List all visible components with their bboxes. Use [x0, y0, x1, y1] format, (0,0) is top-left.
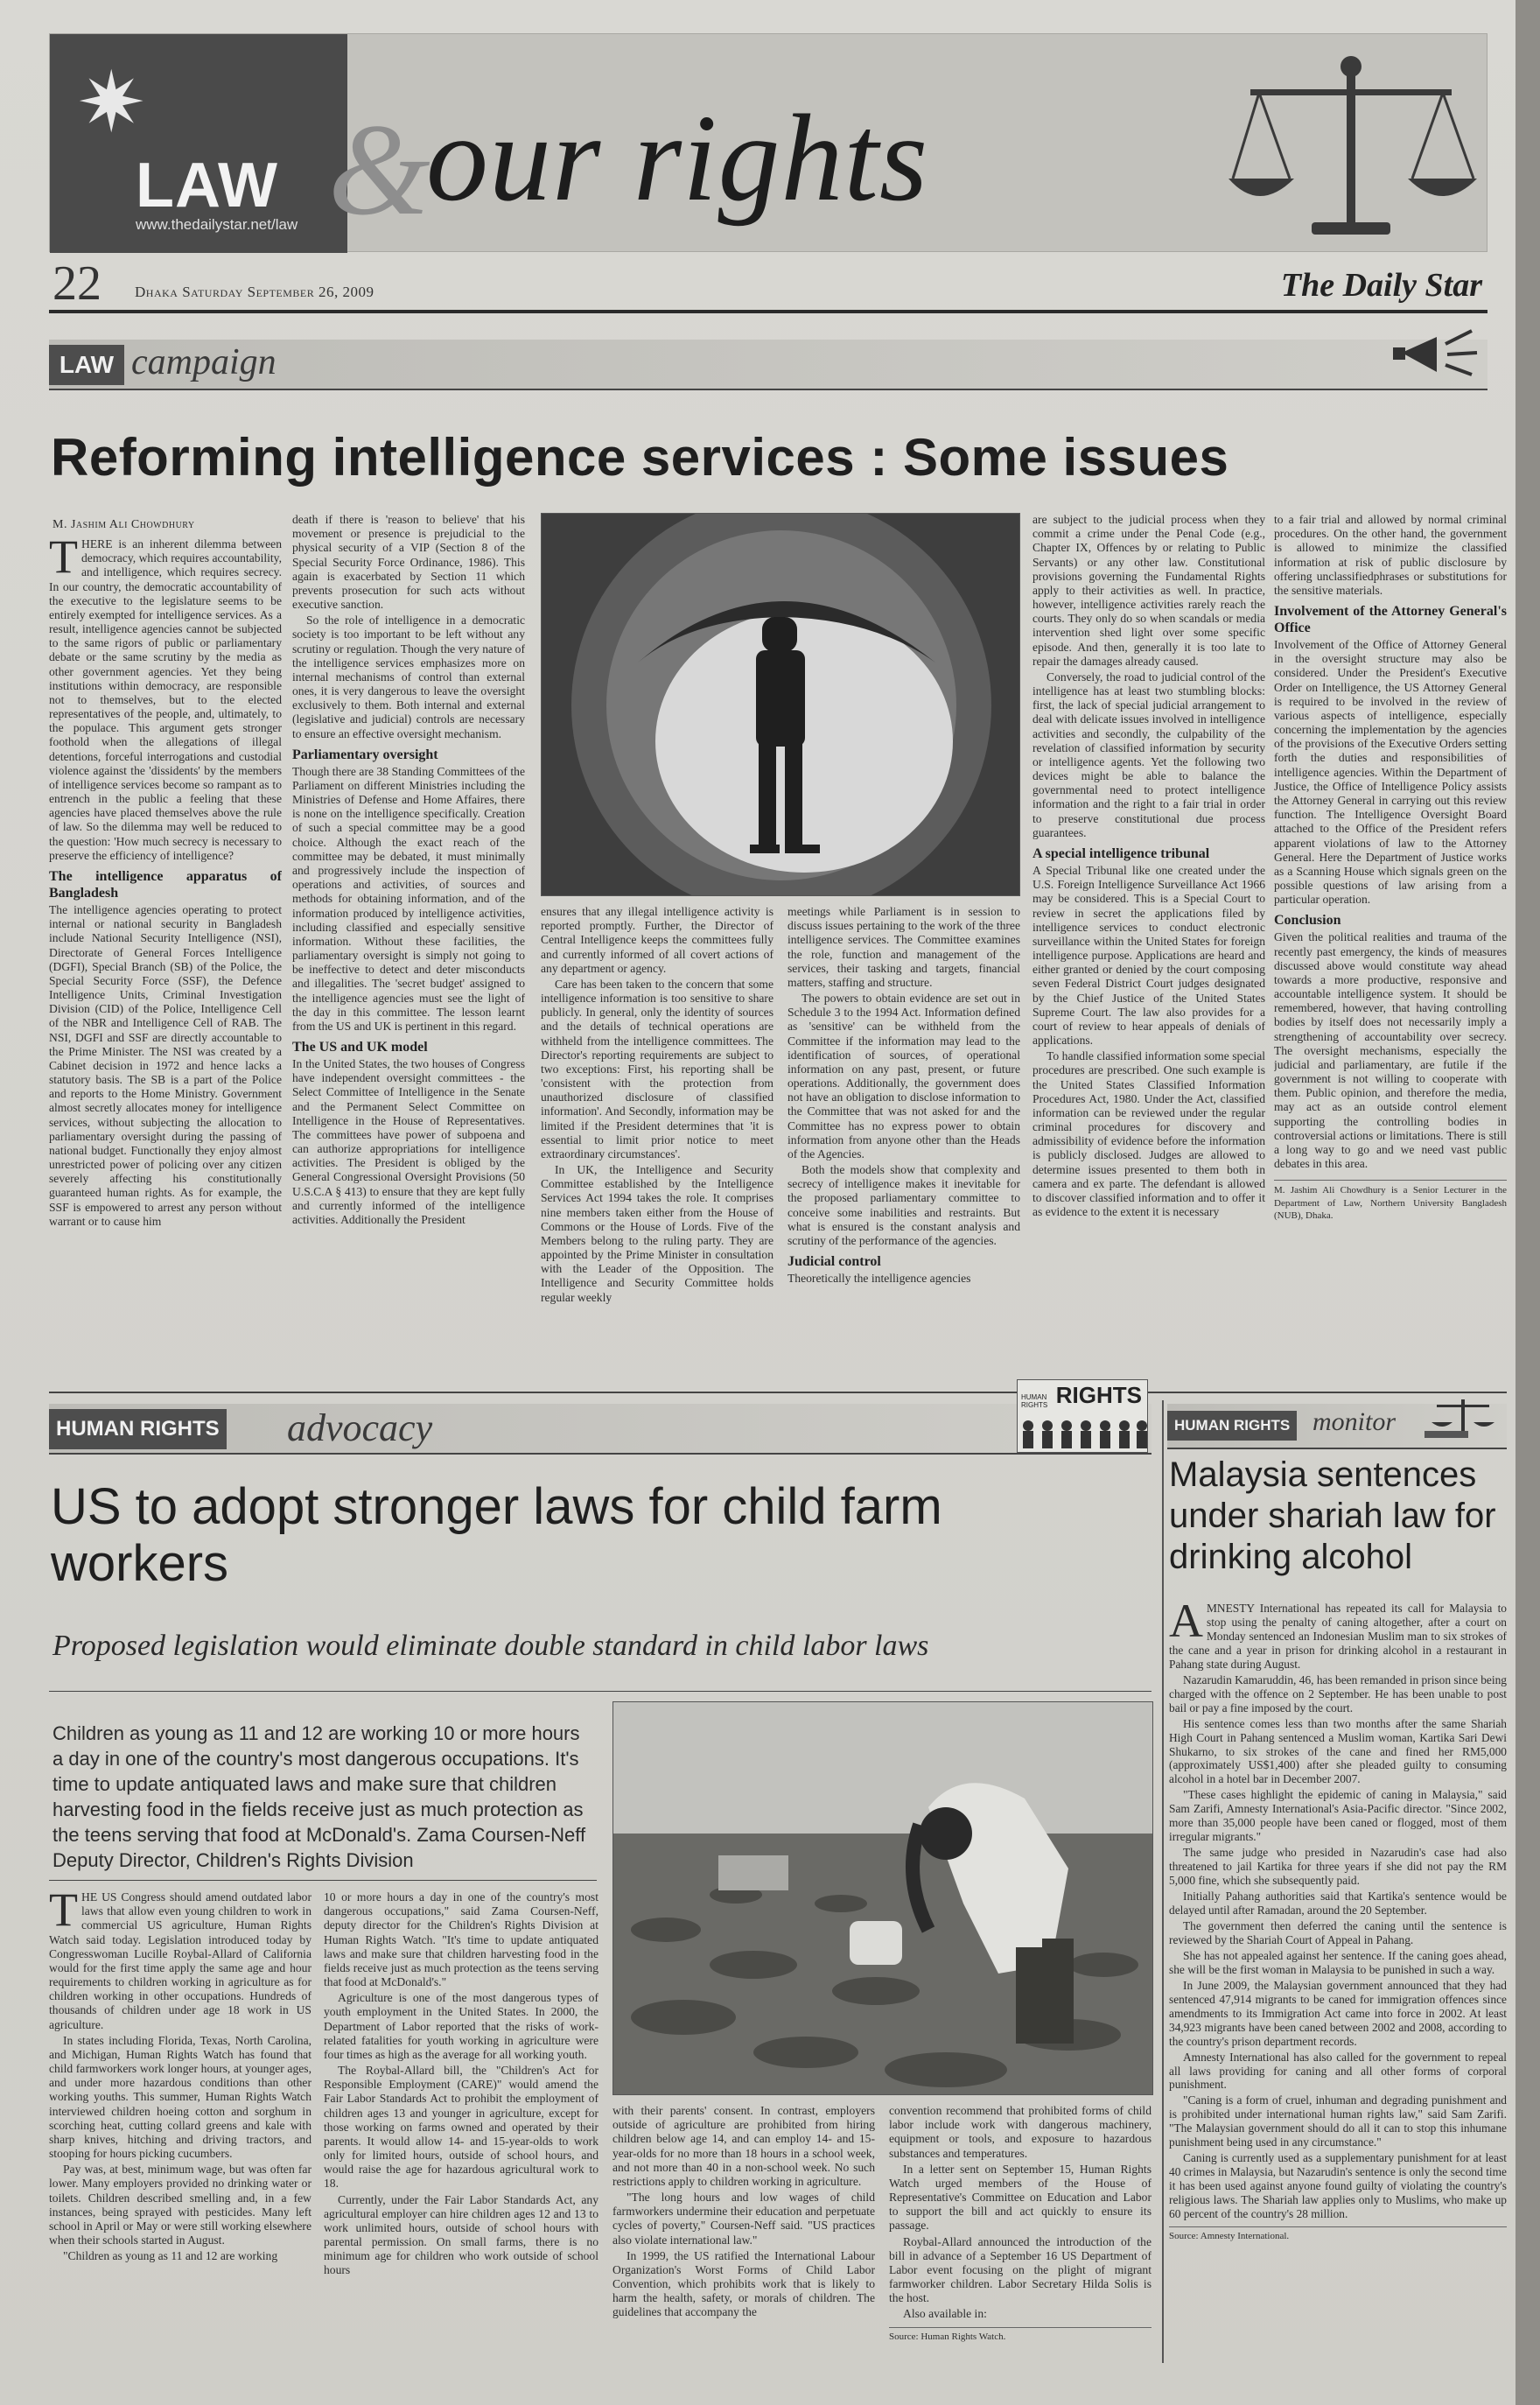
megaphone-icon — [1384, 322, 1480, 383]
article-paragraph: The Roybal-Allard bill, the "Children's Act for Responsible Employment (CARE)" would amend the Fair Labor Standards Act to prohibit the employment of children ages 13 and younger in agriculture, except for those working on farms owned and operated by their parents. It would allow 14- and 15-year-olds to work only for limited hours, outside of school hours, and would raise the age for hazardous agricultural work to 18. — [324, 2064, 598, 2191]
campaign-column-1 — [49, 537, 282, 1383]
article-paragraph: death if there is 'reason to believe' that his movement or presence is prejudicial to the physical security of a VIP (Section 8 of the Special Security Force Ordinance, 1986). This again is exacerbated by Section 11 which prevents prosecution for such acts without executive sanction. — [292, 513, 525, 612]
article-paragraph: Theoretically the intelligence agencies — [788, 1272, 971, 1286]
subheading: Conclusion — [1274, 913, 1341, 929]
source-credit: Source: Human Rights Watch. — [889, 2327, 1152, 2343]
human-rights-tag: HUMAN RIGHTS — [49, 1409, 227, 1449]
article-paragraph: Nazarudin Kamaruddin, 46, has been remanded in prison since being charged with the offence on 2 September. He has been unable to post bail or pay a fine imposed by the court. — [1169, 1672, 1507, 1714]
advocacy-column-3 — [612, 2104, 875, 2363]
subheading: Parliamentary oversight — [292, 747, 438, 762]
monitor-tag: monitor — [1312, 1407, 1396, 1436]
article-paragraph: A Special Tribunal like one created under the U.S. Foreign Intelligence Surveillance Act 1966 may be considered. This is a Special Court to review in secret the applications filed by intelligence services to conduct electronic surveillance within the United States for foreign intelligence purpose. Applications are heard and either granted or denied by the court composing seven Federal District Court judges designated by the Chief Justice of the United States Supreme Court. The law also provides for a court of review to hear appeals of denials of applications. — [1032, 863, 1265, 1048]
article-paragraph: meetings while Parliament is in session to discuss issues pertaining to the work of the three intelligence services. The Committee examines the role, function and management of the services, their tasking and targets, financial matters, staffing and structure. — [788, 905, 1020, 989]
subheading: A special intelligence tribunal — [1032, 845, 1210, 861]
article-paragraph: to a fair trial and allowed by normal criminal procedures. On the other hand, the government is allowed to minimize the classified information at risk of public disclosure by offering unclassifiedphrases or substitutions for the sensitive materials. — [1274, 513, 1507, 597]
campaign-byline: M. Jashim Ali Chowdhury — [52, 518, 195, 531]
masthead — [49, 33, 1488, 252]
monitor-headline: Malaysia sentences under shariah law for drinking alcohol — [1169, 1455, 1496, 1577]
article-paragraph: HE US Congress should amend outdated labor laws that allow even young children to work in commercial US agriculture, Human Rights Watch said today. Legislation introduced today by Congresswoman Lucille Roybal-Allard of California would for the first time apply the same age and hour requirements to children working in agriculture as for children working in other occupations. Hundreds of thousands of children under age 18 work in US agriculture. — [49, 1890, 312, 2031]
article-paragraph: The powers to obtain evidence are set out in Schedule 3 to the 1994 Act. Information defined as 'sensitive' can be withheld from the Committee if the information may lead to the identification of sources, of operational information on any past, present, or future operations. Additionally, the government does not have an obligation to disclose information to the Committee that was not asked for and the Committee has no express power to obtain information from anyone other than the Heads of the Agencies. — [788, 992, 1020, 1160]
advocacy-column-1 — [49, 1890, 312, 2363]
rights-badge — [1017, 1379, 1148, 1453]
article-paragraph: Involvement of the Office of Attorney General in the oversight structure may also be considered. Under the President's Executive Order on Intelligence, the US Attorney General is required to be involved in the review of various aspects of intelligence, especially concerning the implementation by the agencies of the provisions of the Executive Orders setting forth the duties and responsibilities of intelligence agencies. Within the Department of Justice, the Office of Intelligence Policy assists the Attorney General in carrying out this review function. The Intelligence Oversight Board attached to the Office of the President refers apparent violations of law to the Attorney General. Here the Department of Justice works as a Scanning House which signals green on the possible questions of law arising from a particular operation. — [1274, 638, 1507, 907]
lens-silhouette-image — [542, 514, 1020, 896]
scales-of-justice-icon — [1224, 47, 1478, 249]
page-number: 22 — [52, 256, 102, 311]
campaign-column-5 — [1032, 513, 1265, 1383]
section-title: our rights — [426, 88, 929, 227]
logo-ampersand: & — [328, 97, 430, 242]
advocacy-headline: US to adopt stronger laws for child farm workers — [51, 1478, 942, 1592]
article-paragraph: Pay was, at best, minimum wage, but was often far lower. Many employers provided no drinking water or toilets. Children described smelling and, in a few instances, being sprayed with pesticides. Many left school in April or May or were still working elsewhere when their schools started in August. — [49, 2163, 312, 2247]
article-paragraph: The intelligence agencies operating to protect internal or national security in Bangladesh include National Security Intelligence (NSI), Directorate of General Forces Intelligence (DGFI), Special Branch (SB) of the Police, the Special Security Force (SSF), the Defence Intelligence Units, Criminal Investigation Division (CID) of the Police, Intelligence Cell of the NBR and Intelligence Cell of RAB. The NSI, DGFI and SSF are directly accountable to the Prime Minister. The NSI was created by a Cabinet decision in 1972 and hence lacks a statutory basis. The SB is a part of the Police and reports to the Home Ministry. Government almost secretly allocates money for intelligence services, without subjecting the allocation to parliamentary oversight during the passing of national budget. Functionally they enjoy almost unrestricted power of policing over any citizen severely affecting his constitutionally guaranteed human rights. As for example, the SSF is empowered to arrest any person without warrant or to cause him — [49, 903, 282, 1228]
article-paragraph: "Caning is a form of cruel, inhuman and degrading punishment and is prohibited under international human rights law," said Sam Zarifi. "The Malaysian government should do all it can to stop this inhumane punishment being used in any circumstance." — [1169, 2093, 1507, 2149]
campaign-headline: Reforming intelligence services : Some issues — [51, 428, 1229, 487]
article-paragraph: are subject to the judicial process when they commit a crime under the Penal Code (e.g., Chapter IX, Offences by or relating to Public Servants) or any other law. Constitutional provisions governing the Fundamental Rights apply to their activities as well. In practice, however, intelligence activities rarely reach the courts. They only do so when scandals or media intervention shed light over some specific episode. And then, generally it is too late to repair the damages already caused. — [1032, 513, 1265, 668]
advocacy-tag: advocacy — [287, 1406, 433, 1449]
monitor-column — [1169, 1602, 1507, 2363]
law-logo — [50, 34, 347, 253]
child-farmworker-photo — [612, 1701, 1153, 2095]
dropcap: T — [49, 537, 78, 583]
law-tag: LAW — [49, 345, 124, 385]
subheading: The US and UK model — [292, 1040, 428, 1055]
article-paragraph: In states including Florida, Texas, North Carolina, and Michigan, Human Rights Watch has found that child farmworkers work longer hours, at younger ages, and under more hazardous conditions than other working youths. This summer, Human Rights Watch interviewed children hoeing cotton and sorghum in scorching heat, cutting collard greens and kale with sharp knives, hitching and driving tractors, and stooping for hours picking cucumbers. — [49, 2033, 312, 2161]
article-paragraph: 10 or more hours a day in one of the country's most dangerous occupations," said Zama Coursen-Neff, deputy director for the Children's Rights Division at Human Rights Watch. "It's time to update antiquated laws and make sure that children harvesting food in the fields receive just as much protection as the teens serving that food at McDonald's." — [324, 1890, 598, 1989]
article-paragraph: Given the political realities and trauma of the recently past emergency, the kinds of measures discussed above would constitute way ahead towards a more productive, responsive and accountable intelligence system. It should be remembered, however, that having controlling bodies by itself does not necessarily imply a strengthening of accountability over secrecy. The oversight mechanisms, especially the judicial and parliamentary, are futile if the government is not willing to cooperate with them. Public opinion, and therefore the media, may act as an outside control element supporting the controlling bodies in controversial actions or limitations. There is still a long way to go and we need vast public debates in this area. — [1274, 930, 1507, 1171]
subheading: The intelligence apparatus of Bangladesh — [49, 868, 282, 901]
article-paragraph: "Children as young as 11 and 12 are working — [63, 2249, 278, 2263]
field-image — [613, 1702, 1153, 2095]
campaign-column-2 — [292, 513, 525, 1383]
logo-url: www.thedailystar.net/law — [136, 216, 298, 233]
article-paragraph: Conversely, the road to judicial control of the intelligence has at least two stumbling blocks: first, the lack of special judicial arrangement to deal with delicate issues involved in intelligence activities and secondly, the culpability of the revelation of classified information by security or intelligence agents. Yet the following two devices might be able to balance the governmental need to protect intelligence information and the right to a fair trial in order to preserve constitutional due process guarantees. — [1032, 670, 1265, 839]
campaign-column-3 — [541, 905, 774, 1383]
article-paragraph: "These cases highlight the epidemic of caning in Malaysia," said Sam Zarifi, Amnesty International's Asia-Pacific director. "Since 2002, more than 35,000 people have been caned or flogged, most of them irregular migrants." — [1169, 1788, 1507, 1844]
subhead-rule — [49, 1691, 1152, 1692]
article-paragraph: The same judge who presided in Nazarudin's case had also threatened to jail Kartika for three years if she did not pay the RM 5,000 fine, which she subsequently paid. — [1169, 1846, 1507, 1888]
intelligence-agent-photo — [541, 513, 1020, 896]
logo-law-text: LAW — [136, 151, 278, 221]
article-paragraph: Agriculture is one of the most dangerous types of youth employment in the United States. In 2000, the Department of Labor reported that the risks of work-related fatalities for youth working in agriculture were four times as high as the average for all working youth. — [324, 1991, 598, 2061]
subheading: Involvement of the Attorney General's Office — [1274, 604, 1507, 636]
article-paragraph: MNESTY International has repeated its call for Malaysia to stop using the penalty of caning altogether, after a court on Monday sentenced an Indonesian Muslim man to six strokes of the cane and a year in prison for drinking alcohol in a restaurant in Pahang state during August. — [1169, 1602, 1507, 1671]
campaign-column-4 — [788, 905, 1020, 1383]
human-rights-tag: HUMAN RIGHTS — [1167, 1411, 1297, 1441]
article-paragraph: In UK, the Intelligence and Security Committee established by the Intelligence Services Act 1994 takes the role. It comprises nine members taken either from the House of Commons or the House of Lords. Five of the Members belong to the ruling party. They are appointed by the Prime Minister in consultation with the Leader of the Opposition. The Intelligence and Security Committee holds regular weekly — [541, 1163, 774, 1304]
article-paragraph: Currently, under the Fair Labor Standards Act, any agricultural employer can hire children ages 12 and 13 to work unlimited hours, outside of school hours with parental permission. On small farms, there is no minimum age for children who work outside of school hours — [324, 2192, 598, 2277]
article-paragraph: So the role of intelligence in a democratic society is too important to be left without any scrutiny or regulation. Though the very nature of the intelligence services emphasizes more on internal mechanisms of control than external ones, it is very dangerous to leave the oversight exclusively to them. Both internal and external (legislative and judicial) controls are necessary to ensure an effective oversight mechanism. — [292, 614, 525, 740]
article-paragraph: Also available in: — [903, 2307, 987, 2321]
article-paragraph: Care has been taken to the concern that some intelligence information is too sensitive to share publicly. In general, only the identity of sources and the details of technical operations are withheld from the intelligence committees. The Director's reporting requirements are subject to two exceptions: First, his reporting shall be 'consistent with the protection from unauthorized disclosure of classified information'. And Secondly, information may be limited if the President determines that 'it is essential to limit prior notice to meet extraordinary circumstances'. — [541, 977, 774, 1160]
article-paragraph: with their parents' consent. In contrast, employers outside of agriculture are prohibited from hiring children below age 14, and can employ 14- and 15-year-olds for no more than 18 hours in a school week, and not more than 40 in a non-school week. No such restrictions apply to children working in agriculture. — [612, 2104, 875, 2188]
newspaper-name: The Daily Star — [1280, 267, 1482, 304]
advocacy-bar — [49, 1382, 1152, 1455]
crowd-icon — [1018, 1415, 1149, 1450]
page-edge — [1516, 0, 1540, 2405]
campaign-column-6 — [1274, 513, 1507, 1383]
article-paragraph: Both the models show that complexity and secrecy of intelligence makes it inevitable for the proposed parliamentary committee to conceive some inabilities and restraints. But what is ensured is the constant analysis and scrutiny of the performance of the agencies. — [788, 1163, 1020, 1247]
rights-badge-small: HUMAN RIGHTS — [1021, 1393, 1048, 1409]
subheading: Judicial control — [788, 1254, 881, 1270]
article-paragraph: She has not appealed against her sentence. If the caning goes ahead, she will be the first woman in Malaysia to be punished in such a way. — [1169, 1948, 1507, 1976]
pullquote: Children as young as 11 and 12 are working 10 or more hours a day in one of the country's most dangerous occupations. It's time to update antiquated laws and make sure that children harvesting food in the fields receive just as much protection as the teens serving that food at McDonald's. Zama Coursen-Neff Deputy Director, Children's Rights Division — [52, 1722, 586, 1872]
article-paragraph: ensures that any illegal intelligence activity is reported promptly. Further, the Director of Central Intelligence keeps the committees fully and currently informed of all covert actions of any department or agency. — [541, 905, 774, 975]
article-paragraph: Amnesty International has also called for the government to repeal all laws providing for caning and all other forms of corporal punishment. — [1169, 2050, 1507, 2092]
dropcap: A — [1169, 1602, 1203, 1647]
gavel-scales-icon — [1424, 1393, 1503, 1442]
author-credit: M. Jashim Ali Chowdhury is a Senior Lecturer in the Department of Law, Northern University Bangladesh (NUB), Dhaka. — [1274, 1180, 1507, 1222]
dateline — [49, 252, 1488, 313]
article-paragraph: In a letter sent on September 15, Human Rights Watch urged members of the House of Representative's Committee on Education and Labor to support the bill and act quickly to ensure its passage. — [889, 2162, 1152, 2233]
article-paragraph: "The long hours and low wages of child farmworkers undermine their education and perpetuate cycles of poverty," Coursen-Neff said. "US practices also violate international law." — [612, 2191, 875, 2247]
section-divider — [49, 1392, 1507, 1393]
article-paragraph: To handle classified information some special procedures are prescribed. One such example is the United States Classified Information Procedures Act, 1980. Under the Act, classified information can be reviewed under the regular criminal procedures for discovery and admissibility of evidence before the information is publicly disclosed. Judges are allowed to determine issues presented to them both in camera and ex parte. The defendant is allowed to discover classified information and to offer it as evidence to the extent it is necessary — [1032, 1049, 1265, 1219]
article-paragraph: HERE is an inherent dilemma between democracy, which requires accountability, and intelligence, which requires secrecy. In our country, the democratic accountability of the executive to the legislature seems to be entirely exempted for intelligence services. As a result, intelligence agencies cannot be subjected to the same rigors of public or parliamentary debate or the same scrutiny by the media as other government agencies. Yet they being institutions within democracy, are responsible not to themselves, but to the elected representatives of the people, and, ultimately, to the populace. This argument gets stronger foothold when the allegations of illegal detentions, forceful interrogations and custodial violence against the 'dissidents' by the members of intelligence services become so rampant as to entrench in the public a feeling that these agencies have placed themselves above the rule of law. So the dilemma may well be reduced to the question: 'How much secrecy is necessary to preserve the efficiency of intelligence? — [49, 537, 282, 862]
pullquote-rule — [49, 1880, 597, 1881]
advocacy-column-4 — [889, 2104, 1152, 2363]
article-paragraph: The government then deferred the caning until the sentence is reviewed by the Shariah Court of Appeal in Pahang. — [1169, 1918, 1507, 1946]
column-divider — [1162, 1400, 1164, 2363]
article-paragraph: His sentence comes less than two months after the same Shariah High Court in Pahang sentenced a Muslim woman, Kartika Sari Dewi Shukarno, to six strokes of the cane and fined her RM5,000 (approximately US$1,400) after she pleaded guilty to consuming alcohol in a hotel bar in December 2007. — [1169, 1716, 1507, 1786]
article-paragraph: Caning is currently used as a supplementary punishment for at least 40 crimes in Malaysia, but Nazarudin's sentence is only the second time it has been used against anyone found guilty of violating the country's religious laws. The Shariah law applies only to Muslims, who make up 60 percent of the country's 28 million. — [1169, 2151, 1507, 2221]
article-paragraph: In June 2009, the Malaysian government announced that they had sentenced 47,914 migrants to be caned for immigration offences since amendments to its Immigration Act came into force in 2002. At least 34,923 migrants have been caned between 2002 and 2008, according to the country's prison department records. — [1169, 1978, 1507, 2048]
source-credit: Source: Amnesty International. — [1169, 2226, 1507, 2242]
law-campaign-bar — [49, 340, 1488, 390]
issue-date: Dhaka Saturday September 26, 2009 — [135, 284, 374, 300]
dropcap: T — [49, 1890, 78, 1936]
advocacy-column-2 — [324, 1890, 598, 2363]
rights-badge-label: RIGHTS — [1055, 1382, 1142, 1408]
article-paragraph: Though there are 38 Standing Committees of the Parliament on different Ministries including the Ministries of Defense and Home Affaires, there is none on the intelligence specifically. Creation of such a special committee may be a good choice. Although the exact reach of the committee may be debated, it must minimally and progressively include the inspection of operations and activities, of sources and methods for obtaining information, and of the information produced by intelligence activities, including classified and especially sensitive information. Without these facilities, the parliamentary oversight is simply not going to be ineffective to detect and deter misconducts and illegalities. The 'secret budget' assigned to the intelligence agencies must see the light of the day in this committee. The lesson learnt from the US and UK is pertinent in this regard. — [292, 764, 525, 1033]
star-icon: ✷ — [76, 53, 147, 151]
monitor-bar — [1167, 1404, 1507, 1449]
article-paragraph: Initially Pahang authorities said that Kartika's sentence would be delayed until after Ramadan, around the 20 September. — [1169, 1890, 1507, 1918]
advocacy-subhead: Proposed legislation would eliminate double standard in child labor laws — [52, 1630, 929, 1662]
article-paragraph: convention recommend that prohibited forms of child labor include work with dangerous machinery, equipment or tools, and exposure to hazardous substances and temperatures. — [889, 2104, 1152, 2160]
article-paragraph: Roybal-Allard announced the introduction of the bill in advance of a September 16 US Department of Labor event focusing on the plight of migrant farmworker children. Labor Secretary Hilda Solis is the host. — [889, 2234, 1152, 2305]
article-paragraph: In the United States, the two houses of Congress have independent oversight committees - the Select Committee of Intelligence in the Senate and the Permanent Select Committee on Intelligence in the House of Representatives. The committees have power of subpoena and can authorize appropriations for intelligence activities. The President is obliged by the General Congressional Oversight Provisions (50 U.S.C.A § 413) to ensure that they are kept fully and currently informed of the intelligence activities. Additionally the President — [292, 1057, 525, 1226]
campaign-tag: campaign — [131, 342, 276, 382]
article-paragraph: In 1999, the US ratified the International Labour Organization's Worst Forms of Child Labor Convention, which prohibits work that is likely to harm the health, safety, or morals of children. The guidelines that accompany the — [612, 2248, 875, 2319]
